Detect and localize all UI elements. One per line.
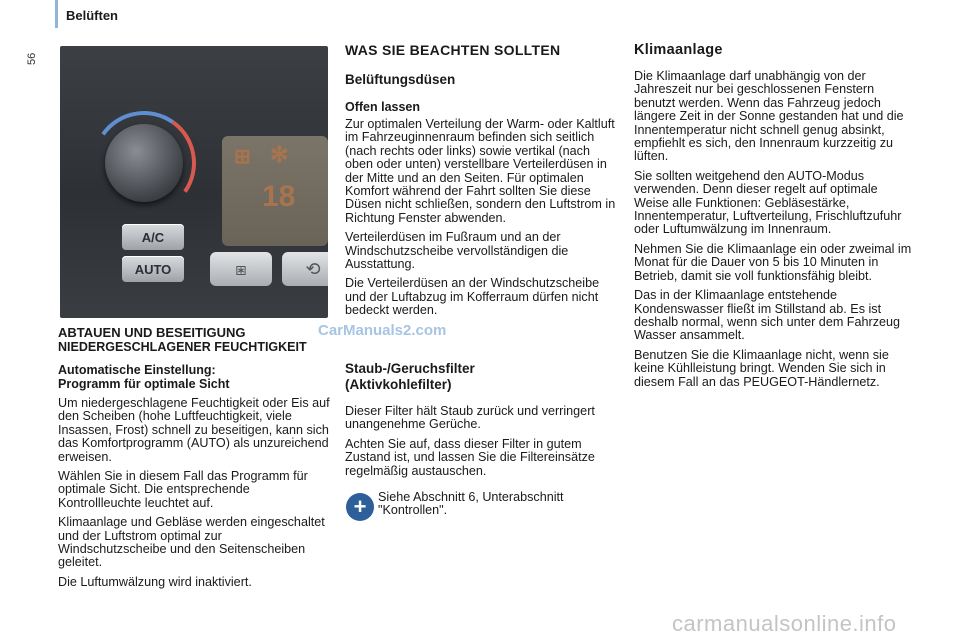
vents-heading: Belüftungsdüsen [345, 72, 456, 87]
left-subheading-line1: Automatische Einstellung: [58, 363, 216, 377]
right-column [634, 42, 912, 395]
section-title: Belüften [66, 8, 118, 23]
left-heading-line1: ABTAUEN UND BESEITIGUNG [58, 325, 246, 340]
middle-column [345, 42, 620, 324]
air-conditioning-heading: Klimaanlage [634, 42, 723, 58]
left-paragraph: Die Luftumwälzung wird inaktiviert. [58, 574, 252, 589]
windscreen-demist-button-icon: ⧆ [210, 252, 272, 286]
reference-note: Siehe Abschnitt 6, Unterabschnitt "Kontrollen". [378, 490, 564, 518]
left-heading-line2: NIEDERGESCHLAGENER FEUCHTIGKEIT [58, 340, 307, 354]
right-paragraph: Nehmen Sie die Klimaanlage ein oder zweimal im Monat für die Dauer von 5 bis 10 Minuten in Betrieb, damit sie voll funktionsfähig bleibt. [634, 241, 912, 283]
panel-display [222, 136, 328, 246]
vents-subheading: Offen lassen [345, 100, 421, 114]
auto-button: AUTO [122, 256, 184, 282]
filter-paragraph: Dieser Filter hält Staub zurück und verringert unangenehme Gerüche. [345, 404, 595, 432]
vents-paragraph: Zur optimalen Verteilung der Warm- oder Kaltluft im Fahrzeuginnenraum befinden sich seitlich (nach rechts oder links) sowie vertikal (nach oben oder unten) verstellbare Verteilerdüsen in der Mitte und an den Seiten. Für optimalen Komfort während der Fahrt sollten Sie diese Düsen nicht schließen, sondern den Luftstrom in Richtung Fenster abwenden. [345, 117, 616, 225]
watermark-carmanuals2: CarManuals2.com [318, 322, 447, 339]
filter-heading-line1: Staub-/Geruchsfilter [345, 361, 475, 376]
middle-heading: WAS SIE BEACHTEN SOLLTEN [345, 42, 561, 58]
watermark-carmanualsonline: carmanualsonline.info [672, 611, 897, 636]
reference-plus-icon: + [346, 493, 374, 521]
left-paragraph: Wählen Sie in diesem Fall das Programm für optimale Sicht. Die entsprechende Kontrollleuchte leuchtet auf. [58, 469, 308, 510]
recirculation-button-icon: ⟲ [282, 252, 328, 286]
defrost-display-icon: ⊞ [234, 146, 251, 168]
vents-paragraph: Die Verteilerdüsen an der Windschutzscheibe und der Luftabzug im Kofferraum dürfen nicht bedeckt werden. [345, 276, 600, 318]
section-marker-bar [55, 0, 58, 28]
temperature-display: 18 [262, 180, 296, 213]
left-paragraph: Um niedergeschlagene Feuchtigkeit oder Eis auf den Scheiben (hohe Luftfeuchtigkeit, viele Insassen, Frost) schnell zu beseitigen, kann sich das Komfortprogramm (AUTO) als unzureichend erweisen. [58, 396, 330, 464]
ac-button: A/C [122, 224, 184, 250]
fan-display-icon: ✻ [270, 142, 289, 167]
climate-panel-photo [60, 46, 328, 318]
filter-heading-line2: (Aktivkohlefilter) [345, 377, 452, 392]
temperature-knob [105, 124, 183, 202]
page-number: 56 [26, 52, 38, 65]
right-paragraph: Die Klimaanlage darf unabhängig von der Jahreszeit nur bei geschlossenen Fenstern benutzt werden. Wenn das Fahrzeug jedoch längere Zeit in der Sonne gestanden hat und die Innentemperatur nicht schnell genug absinkt, empfiehlt es sich, den Innenraum kurzzeitig zu lüften. [634, 69, 904, 164]
left-paragraph: Klimaanlage und Gebläse werden eingeschaltet und der Luftstrom optimal zur Windschutzscheibe und den Seitenscheiben geleitet. [58, 515, 325, 570]
right-paragraph: Benutzen Sie die Klimaanlage nicht, wenn sie keine Kühlleistung bringt. Wenden Sie sich in diesem Fall an das PEUGEOT-Händlernetz. [634, 347, 889, 389]
left-subheading-line2: Programm für optimale Sicht [58, 377, 230, 391]
left-column [58, 326, 330, 595]
right-paragraph: Sie sollten weitgehend den AUTO-Modus verwenden. Denn dieser regelt auf optimale Weise alle Funktionen: Gebläsestärke, Innentemperatur, Luftverteilung, Frischluftzufuhr oder Luftumwälzung im Innenraum. [634, 168, 902, 237]
filter-section [345, 361, 620, 484]
vents-paragraph: Verteilerdüsen im Fußraum und an der Windschutzscheibe vervollständigen die Ausstattung. [345, 230, 569, 272]
filter-paragraph: Achten Sie auf, dass dieser Filter in gutem Zustand ist, und lassen Sie die Filtereinsätze regelmäßig austauschen. [345, 436, 595, 478]
right-paragraph: Das in der Klimaanlage entstehende Kondenswasser fließt im Stillstand ab. Es ist deshalb normal, wenn sich unter dem Fahrzeug Wasser ansammelt. [634, 288, 901, 343]
